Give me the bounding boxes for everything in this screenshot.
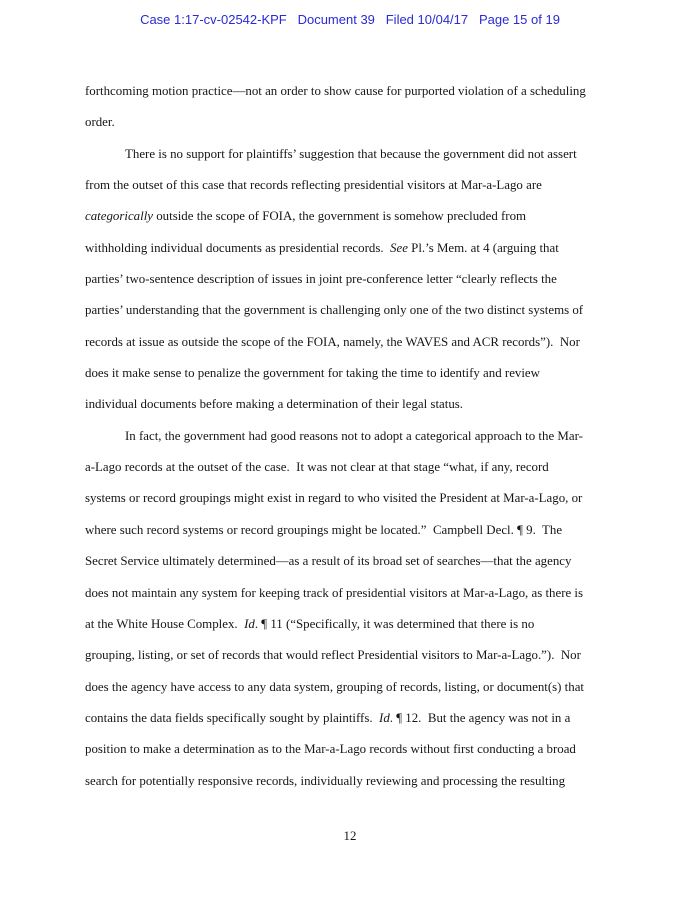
italic-text-run: Id xyxy=(379,710,390,725)
text-line xyxy=(85,640,620,671)
text-run: . ¶ 12. But the agency was not in a xyxy=(389,710,571,725)
text-run: outside the scope of FOIA, the government is somehow precluded from xyxy=(153,209,527,224)
text-run: Pl.’s Mem. at 4 (arguing that xyxy=(407,240,559,255)
text-line xyxy=(85,483,620,514)
text-line xyxy=(85,295,620,326)
text-line xyxy=(85,546,620,577)
text-run: does the agency have access to any data system, grouping of records, listing, or document(s) that xyxy=(85,679,585,694)
text-line xyxy=(85,76,620,107)
text-line xyxy=(85,389,620,420)
text-run: does it make sense to penalize the government for taking the time to identify and review xyxy=(85,366,540,381)
text-line xyxy=(85,201,620,232)
text-line xyxy=(85,421,620,452)
text-line xyxy=(85,358,620,389)
italic-text-run: Id xyxy=(244,616,255,631)
text-run: records at issue as outside the scope of the FOIA, namely, the WAVES and ACR records”). Nor xyxy=(85,334,580,349)
text-run: forthcoming motion practice—not an order to show cause for purported violation of a scheduling xyxy=(85,84,586,98)
text-run: at the White House Complex. xyxy=(85,616,245,631)
text-line xyxy=(85,672,620,703)
text-line xyxy=(85,107,620,138)
text-line xyxy=(85,170,620,201)
text-run: where such record systems or record groupings might be located.” Campbell Decl. ¶ 9. The xyxy=(85,522,563,537)
text-run: a-Lago records at the outset of the case. It was not clear at that stage “what, if any, record xyxy=(85,460,549,475)
text-run: individual documents before making a determination of their legal status. xyxy=(85,397,464,412)
text-run: parties’ two-sentence description of issues in joint pre-conference letter “clearly reflects the xyxy=(85,272,557,287)
text-run: search for potentially responsive records, individually reviewing and processing the resulting xyxy=(85,773,566,788)
text-run: grouping, listing, or set of records that would reflect Presidential visitors to Mar-a-Lago.”). Nor xyxy=(85,648,581,663)
italic-text-run: categorically xyxy=(85,209,154,224)
text-run: Secret Service ultimately determined—as a result of its broad set of searches—that the agency xyxy=(85,554,572,569)
text-run: . ¶ 11 (“Specifically, it was determined that there is no xyxy=(254,616,535,631)
text-run: from the outset of this case that records reflecting presidential visitors at Mar-a-Lago are xyxy=(85,178,542,193)
text-line xyxy=(85,766,620,797)
case-stamp-header: Case 1:17-cv-02542-KPF Document 39 Filed 10/04/17 Page 15 of 19 xyxy=(140,12,560,27)
text-line xyxy=(85,609,620,640)
text-run: There is no support for plaintiffs’ suggestion that because the government did not assert xyxy=(125,146,577,161)
text-line xyxy=(85,734,620,765)
text-run: does not maintain any system for keeping track of presidential visitors at Mar-a-Lago, as there is xyxy=(85,585,584,600)
text-run: systems or record groupings might exist in regard to who visited the President at Mar-a-Lago, or xyxy=(85,491,583,506)
text-run: In fact, the government had good reasons not to adopt a categorical approach to the Mar- xyxy=(125,428,583,443)
text-line xyxy=(85,578,620,609)
text-line xyxy=(85,264,620,295)
text-run: order. xyxy=(85,115,115,130)
text-run: position to make a determination as to the Mar-a-Lago records without first conducting a broad xyxy=(85,742,576,757)
text-line xyxy=(85,452,620,483)
text-run: withholding individual documents as presidential records. xyxy=(85,240,391,255)
text-line xyxy=(85,139,620,170)
text-run: contains the data fields specifically sought by plaintiffs. xyxy=(85,710,380,725)
text-run: parties’ understanding that the government is challenging only one of the two distinct systems of xyxy=(85,303,584,318)
text-line xyxy=(85,233,620,264)
text-line xyxy=(85,703,620,734)
document-body xyxy=(85,76,620,797)
text-line xyxy=(85,515,620,546)
text-line xyxy=(85,327,620,358)
italic-text-run: See xyxy=(390,240,408,255)
page-number: 12 xyxy=(343,829,357,843)
